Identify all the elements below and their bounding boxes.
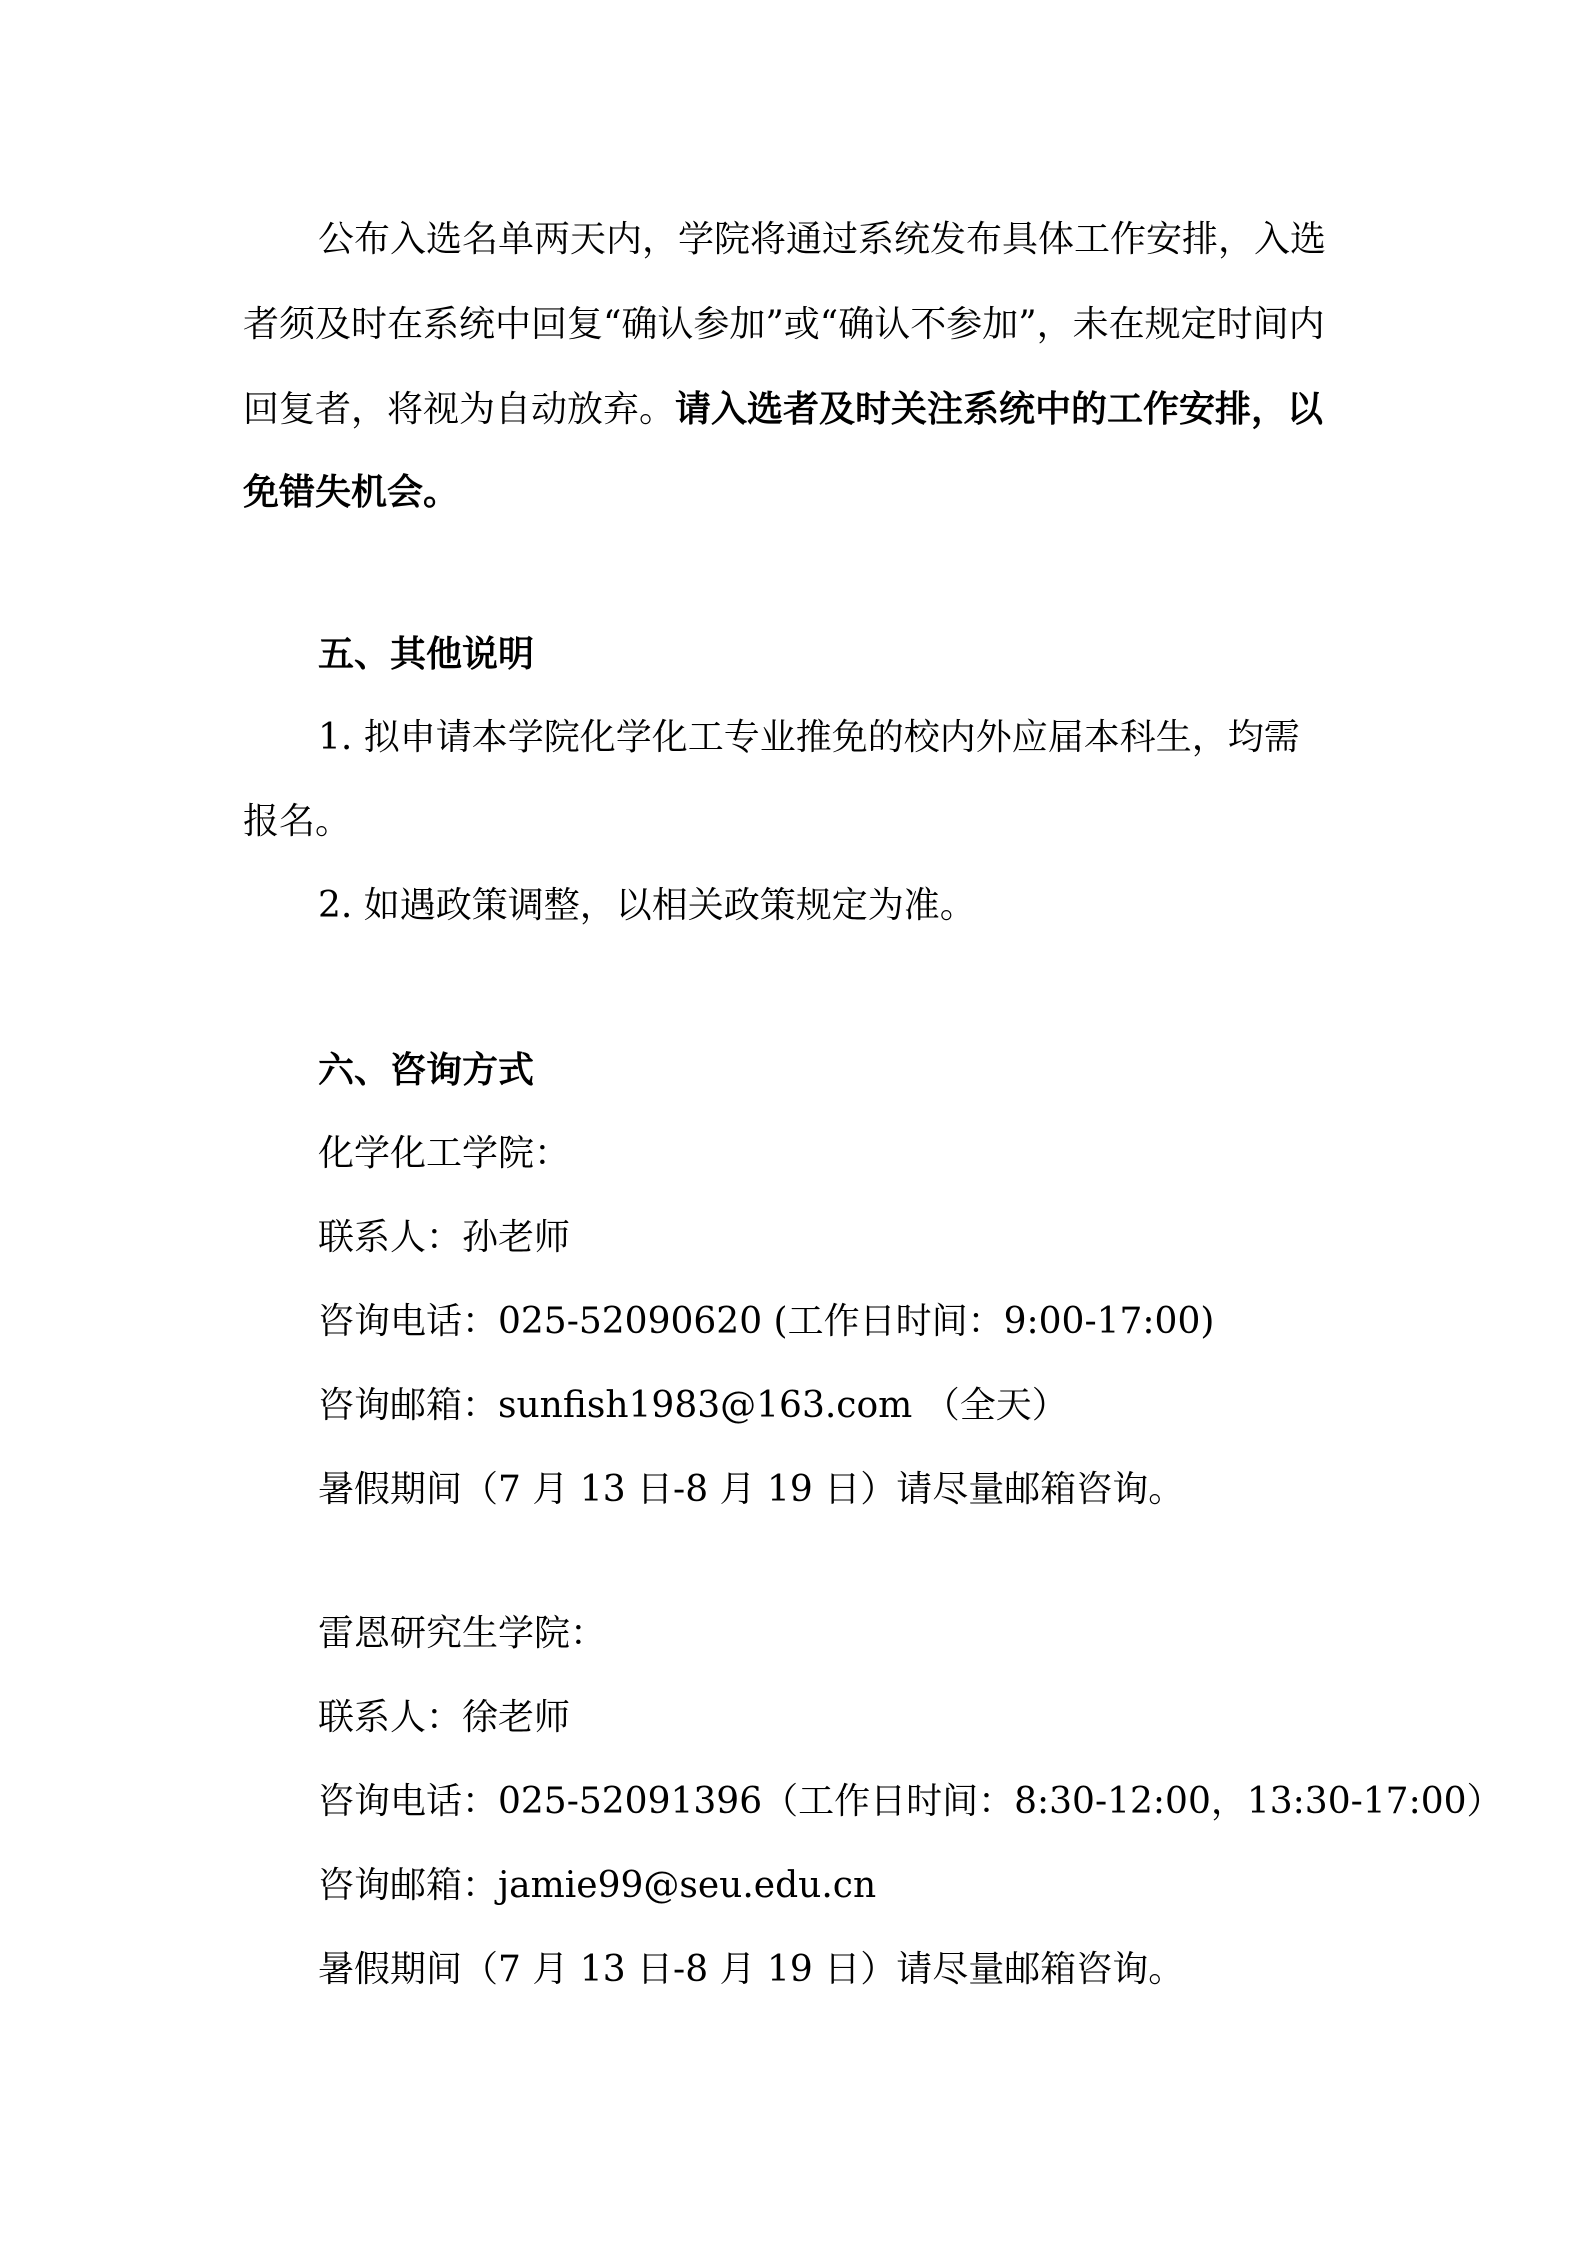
emphasis-text: 请入选者及时关注系统中的工作安排，以 bbox=[675, 388, 1324, 430]
paragraph-text: 回复者，将视为自动放弃。 bbox=[243, 389, 676, 430]
summer-note: 暑假期间（7 月 13 日-8 月 19 日）请尽量邮箱咨询。 bbox=[318, 1469, 1185, 1510]
summer-note: 暑假期间（7 月 13 日-8 月 19 日）请尽量邮箱咨询。 bbox=[318, 1949, 1185, 1990]
paragraph-line bbox=[243, 385, 1323, 434]
list-item: 2. 如遇政策调整，以相关政策规定为准。 bbox=[318, 885, 976, 926]
section-heading: 六、咨询方式 bbox=[318, 1049, 535, 1091]
contact-email: 咨询邮箱：sunfish1983@163.com （全天） bbox=[318, 1385, 1068, 1426]
list-item: 1. 拟申请本学院化学化工专业推免的校内外应届本科生，均需 bbox=[318, 717, 1300, 758]
contact-phone: 咨询电话：025-52090620 (工作日时间：9:00-17:00) bbox=[318, 1301, 1215, 1342]
contact-email: 咨询邮箱：jamie99@seu.edu.cn bbox=[318, 1865, 877, 1906]
emphasis-line: 免错失机会。 bbox=[243, 471, 460, 513]
paragraph-line: 者须及时在系统中回复“确认参加”或“确认不参加”，未在规定时间内 bbox=[243, 304, 1325, 345]
contact-phone: 咨询电话：025-52091396（工作日时间：8:30-12:00，13:30-17:00） bbox=[318, 1781, 1503, 1822]
contact-person: 联系人：徐老师 bbox=[318, 1697, 571, 1738]
college-name: 雷恩研究生学院： bbox=[318, 1613, 607, 1654]
list-item-continuation: 报名。 bbox=[243, 801, 352, 842]
paragraph-line: 公布入选名单两天内，学院将通过系统发布具体工作安排，入选 bbox=[318, 219, 1327, 260]
college-name: 化学化工学院： bbox=[318, 1133, 571, 1174]
section-heading: 五、其他说明 bbox=[318, 633, 535, 675]
contact-person: 联系人：孙老师 bbox=[318, 1217, 571, 1258]
